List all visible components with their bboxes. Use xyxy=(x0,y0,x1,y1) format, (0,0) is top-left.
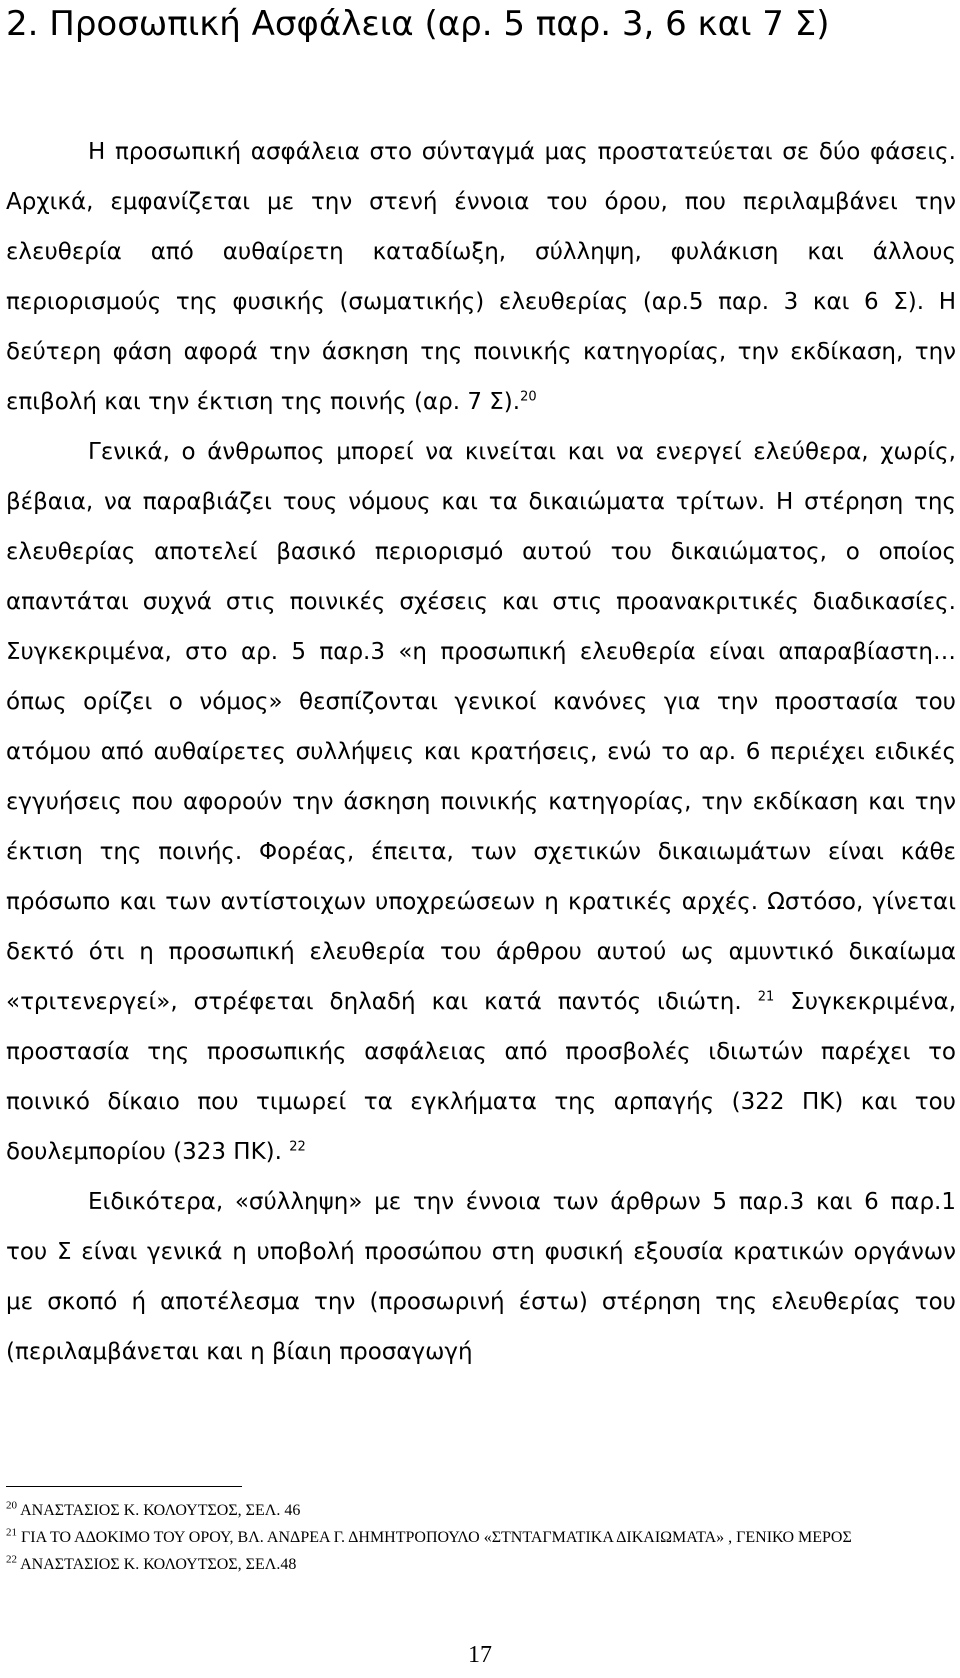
footnote-22 xyxy=(6,1551,946,1578)
paragraph-3 xyxy=(6,1177,956,1377)
paragraph-2-text-b: Συγκεκριμένα, προστασία της προσωπικής ασφάλειας από προσβολές ιδιωτών παρέχει το ποινικό δίκαιο που τιμωρεί τα εγκλήματα της αρπαγής (322 ΠΚ) και του δουλεμπορίου (323 ΠΚ). xyxy=(6,989,957,1165)
footnote-text: ΑΝΑΣΤΑΣΙΟΣ Κ. ΚΟΛΟΥΤΣΟΣ, ΣΕΛ.48 xyxy=(17,1556,297,1573)
footnote-text: ΓΙΑ ΤΟ ΑΔΟΚΙΜΟ ΤΟΥ ΟΡΟΥ, ΒΛ. ΑΝΔΡΕΑ Γ. ΔΗΜΗΤΡΟΠΟΥΛΟ «ΣΤΝΤΑΓΜΑΤΙΚΑ ΔΙΚΑΙΩΜΑΤΑ» , ΓΕΝΙΚΟ ΜΕΡΟΣ xyxy=(17,1529,852,1546)
footnote-ref-22[interactable]: 22 xyxy=(289,1139,306,1155)
footnote-number: 22 xyxy=(6,1553,17,1566)
footnote-number: 21 xyxy=(6,1526,17,1539)
paragraph-2-text-a: Γενικά, ο άνθρωπος μπορεί να κινείται και να ενεργεί ελεύθερα, χωρίς, βέβαια, να παραβιάζει τους νόμους και τα δικαιώματα τρίτων. Η στέρηση της ελευθερίας αποτελεί βασικό περιορισμό αυτού του δικαιώματος, ο οποίος απαντάται συχνά στις ποινικές σχέσεις και στις προανακριτικές διαδικασίες. Συγκεκριμένα, στο αρ. 5 παρ.3 «η προσωπική ελευθερία είναι απαραβίαστη… όπως ορίζει ο νόμος» θεσπίζονται γενικοί κανόνες για την προστασία του ατόμου από αυθαίρετες συλλήψεις και κρατήσεις, ενώ το αρ. 6 περιέχει ειδικές εγγυήσεις που αφορούν την άσκηση ποινικής κατηγορίας, την εκδίκαση και την έκτιση της ποινής. Φορέας, έπειτα, των σχετικών δικαιωμάτων είναι κάθε πρόσωπο και των αντίστοιχων υποχρεώσεων η κρατικές αρχές. Ωστόσο, γίνεται δεκτό ότι η προσωπική ελευθερία του άρθρου αυτού ως αμυντικό δικαίωμα «τριτενεργεί», στρέφεται δηλαδή και κατά παντός ιδιώτη. xyxy=(6,439,956,1015)
footnotes xyxy=(6,1497,946,1578)
paragraph-1-text: Η προσωπική ασφάλεια στο σύνταγμά μας προστατεύεται σε δύο φάσεις. Αρχικά, εμφανίζεται με την στενή έννοια του όρου, που περιλαμβάνει την ελευθερία από αυθαίρετη καταδίωξη, σύλληψη, φυλάκιση και άλλους περιορισμούς της φυσικής (σωματικής) ελευθερίας (αρ.5 παρ. 3 και 6 Σ). Η δεύτερη φάση αφορά την άσκηση της ποινικής κατηγορίας, την εκδίκαση, την επιβολή και την έκτιση της ποινής (αρ. 7 Σ). xyxy=(6,139,956,415)
paragraph-1 xyxy=(6,127,956,427)
footnote-21 xyxy=(6,1524,946,1551)
body-text xyxy=(6,127,956,1377)
footnote-separator xyxy=(6,1486,242,1487)
page-number: 17 xyxy=(468,1642,492,1668)
footnote-number: 20 xyxy=(6,1499,17,1512)
paragraph-3-text: Ειδικότερα, «σύλληψη» με την έννοια των άρθρων 5 παρ.3 και 6 παρ.1 του Σ είναι γενικά η υποβολή προσώπου στη φυσική εξουσία κρατικών οργάνων με σκοπό ή αποτέλεσμα την (προσωρινή έστω) στέρηση της ελευθερίας του (περιλαμβάνεται και η βίαιη προσαγωγή xyxy=(6,1189,956,1365)
section-heading: 2. Προσωπική Ασφάλεια (αρ. 5 παρ. 3, 6 και 7 Σ) xyxy=(6,4,830,44)
paragraph-2 xyxy=(6,427,956,1177)
footnote-20 xyxy=(6,1497,946,1524)
footnote-text: ΑΝΑΣΤΑΣΙΟΣ Κ. ΚΟΛΟΥΤΣΟΣ, ΣΕΛ. 46 xyxy=(17,1502,301,1519)
footnote-ref-20[interactable]: 20 xyxy=(520,389,537,405)
footnote-ref-21[interactable]: 21 xyxy=(757,989,775,1005)
